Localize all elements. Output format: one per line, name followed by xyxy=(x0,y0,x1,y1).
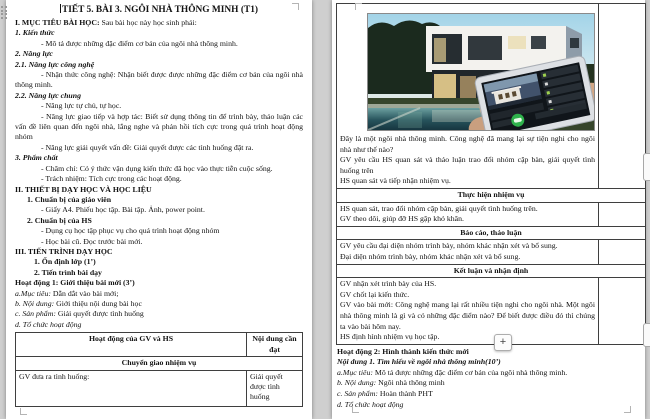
table-row xyxy=(337,202,646,226)
drag-handle-dot xyxy=(5,13,7,15)
table-cell xyxy=(337,202,599,226)
doc-paragraph: - Chăm chỉ: Có ý thức vận dụng kiến thức đã học vào thực tiễn cuộc sống. xyxy=(41,163,273,173)
drag-handle-dot xyxy=(1,10,3,12)
smart-house-illustration xyxy=(368,14,595,131)
doc-paragraph: III. TIẾN TRÌNH DẠY HỌC xyxy=(15,246,113,256)
doc-paragraph: HS định hình nhiệm vụ học tập. xyxy=(340,332,440,342)
doc-paragraph xyxy=(337,389,635,400)
table-cell xyxy=(337,240,599,264)
text-boundary-mark xyxy=(20,408,27,415)
doc-paragraph: Hoạt động 2: Hình thành kiến thức mới xyxy=(337,346,469,356)
activity-2-section xyxy=(332,345,645,411)
doc-paragraph: GV vào bài mới: Công nghệ mang lại rất nhiều tiện nghi cho ngôi nhà. Một ngôi nhà thông minh là gì và có những đặc điểm nào? Để biết được điều đó thì chúng ta vào bài hôm nay. xyxy=(340,300,595,331)
table-row xyxy=(16,370,303,406)
table-cell-empty xyxy=(599,278,646,345)
doc-paragraph: - Năng lực giải quyết vấn đề: Giải quyết được các tình huống đặt ra. xyxy=(41,142,254,152)
doc-paragraph: - Năng lực giao tiếp và hợp tác: Biết sử dụng thông tin để trình bày, thảo luận các vấn đề liên quan đến ngôi nhà, lắng nghe và phản hồi tích cực trong quá trình hoạt động nhóm xyxy=(15,111,303,142)
paragraph-text: Dẫn dắt vào bài mới; xyxy=(50,288,119,298)
document-page-2 xyxy=(332,0,645,419)
doc-paragraph: HS quan sát, trao đổi nhóm cặp bàn, giải quyết tình huống trên. xyxy=(340,203,538,213)
paragraph-text: Giới thiệu nội dung bài học xyxy=(54,298,142,308)
drag-handle-dot xyxy=(5,17,7,19)
paragraph-text: Hoàn thành PHT xyxy=(377,389,433,399)
text-boundary-mark xyxy=(355,3,362,10)
doc-paragraph xyxy=(337,378,635,389)
item-label: c. Sản phẩm: xyxy=(337,389,378,399)
table-row xyxy=(337,278,646,345)
doc-paragraph: 3. Phẩm chất xyxy=(15,153,58,163)
doc-paragraph xyxy=(15,18,303,28)
doc-paragraph: Đây là một ngôi nhà thông minh. Công nghệ đã mang lại sự tiện nghi cho ngôi nhà như thế nào? xyxy=(340,134,595,154)
doc-paragraph: II. THIẾT BỊ DẠY HỌC VÀ HỌC LIỆU xyxy=(15,184,152,194)
doc-paragraph: 2. Tiến trình bài dạy xyxy=(34,267,102,277)
doc-paragraph xyxy=(15,309,303,319)
doc-paragraph: - Giấy A4. Phiếu học tập. Bài tập. Ảnh, power point. xyxy=(41,205,205,215)
table-section-row xyxy=(16,357,303,370)
drag-handle-dot xyxy=(1,17,3,19)
doc-paragraph xyxy=(15,289,303,299)
table-section-row xyxy=(337,188,646,202)
drag-handle-dot xyxy=(5,10,7,12)
table-section-header: Chuyển giao nhiệm vụ xyxy=(16,357,303,370)
doc-paragraph: - Mô tả được những đặc điểm cơ bản của ngôi nhà thông minh. xyxy=(41,38,238,48)
drag-handle-dot xyxy=(5,6,7,8)
table-cell xyxy=(337,4,599,189)
doc-paragraph: GV chốt lại kiến thức. xyxy=(340,289,410,299)
text-cursor xyxy=(60,4,61,13)
doc-paragraph: d. Tổ chức hoạt động xyxy=(337,399,404,409)
drag-handle-dot xyxy=(1,6,3,8)
paragraph-text: Ngôi nhà thông minh xyxy=(376,378,445,388)
doc-paragraph: Đại diện nhóm trình bày, nhóm khác nhận xét và bổ sung. xyxy=(340,251,521,261)
right-edge-button-fragment[interactable] xyxy=(643,153,650,181)
activity-table xyxy=(15,332,303,406)
doc-paragraph: - Dụng cụ học tập phục vụ cho quá trình hoạt động nhóm xyxy=(41,226,220,236)
table-cell-empty xyxy=(599,4,646,189)
doc-paragraph: Hoạt động 1: Giới thiệu bài mới (3’) xyxy=(15,278,135,288)
table-cell-noidung-header: Nội dung cần đạt xyxy=(247,333,303,357)
doc-paragraph: 1. Ổn định lớp (1’) xyxy=(34,257,96,267)
doc-paragraph: Nội dung 1. Tìm hiểu về ngôi nhà thông minh(10’) xyxy=(337,357,501,367)
doc-paragraph: 2.1. Năng lực công nghệ xyxy=(15,59,95,69)
text-boundary-mark xyxy=(292,3,299,10)
doc-paragraph: 2.2. Năng lực chung xyxy=(15,90,81,100)
item-label: b. Nội dung: xyxy=(15,298,55,308)
text-boundary-mark xyxy=(352,406,359,413)
doc-paragraph: - Trách nhiệm: Tích cực trong các hoạt động. xyxy=(41,174,182,184)
paragraph-text: Sau bài học này học sinh phải: xyxy=(99,18,197,27)
drag-handle-dot xyxy=(1,13,3,15)
table-cell: GV đưa ra tình huống: xyxy=(16,370,247,406)
insert-plus-button[interactable]: + xyxy=(494,334,512,351)
doc-paragraph: - Nhận thức công nghệ: Nhận biết được được những đặc điểm cơ bản của ngôi nhà thông minh. xyxy=(15,70,303,90)
doc-paragraph xyxy=(15,299,303,309)
doc-paragraph xyxy=(337,368,635,379)
item-label: a.Mục tiêu: xyxy=(337,367,373,377)
table-cell-empty xyxy=(599,202,646,226)
doc-paragraph: GV theo dõi, giúp đỡ HS gặp khó khăn. xyxy=(340,214,464,224)
doc-paragraph: 2. Chuẩn bị của HS xyxy=(27,215,92,225)
paragraph-text: Mô tả được những đặc điểm cơ bản của ngôi nhà thông minh. xyxy=(372,367,568,377)
doc-paragraph: - Học bài cũ. Đọc trước bài mới. xyxy=(41,236,143,246)
table-row xyxy=(337,4,646,189)
item-label: b. Nội dung: xyxy=(337,378,377,388)
doc-paragraph: 1. Chuẩn bị của giáo viên xyxy=(27,194,112,204)
doc-paragraph: 2. Năng lực xyxy=(15,49,53,59)
doc-paragraph: 1. Kiến thức xyxy=(15,28,55,38)
text-boundary-mark xyxy=(624,406,631,413)
item-label: c. Sản phẩm: xyxy=(15,309,56,319)
doc-paragraph: GV yêu cầu HS quan sát và thảo luận trao đổi nhóm cặp bàn, giải quyết tình huống trên xyxy=(340,155,595,175)
drag-handle-icon[interactable] xyxy=(1,6,7,19)
item-label: a.Mục tiêu: xyxy=(15,288,51,298)
table-section-row xyxy=(337,264,646,278)
paragraph-text: Giải quyết được tình huống xyxy=(55,309,144,319)
doc-paragraph: GV yêu cầu đại diện nhóm trình bày, nhóm khác nhận xét và bổ sung. xyxy=(340,241,558,251)
doc-paragraph: d. Tổ chức hoạt động xyxy=(15,319,82,329)
doc-paragraph: - Năng lực tự chủ, tự học. xyxy=(41,101,122,111)
table-section-row xyxy=(337,226,646,240)
table-section-header: Báo cáo, thảo luận xyxy=(337,226,646,240)
smart-house-photo xyxy=(367,13,595,131)
table-cell-empty xyxy=(599,240,646,264)
table-row xyxy=(337,240,646,264)
table-cell: Giải quyết được tình huống xyxy=(247,370,303,406)
section-label: I. MỤC TIÊU BÀI HỌC: xyxy=(15,18,100,27)
doc-paragraph: HS quan sát và tiếp nhận nhiệm vụ. xyxy=(340,176,451,186)
table-header-row xyxy=(16,333,303,357)
table-section-header: Kết luận và nhận định xyxy=(337,264,646,278)
doc-paragraph: GV nhận xét trình bày của HS. xyxy=(340,279,437,289)
table-cell-gv-hs-header: Hoạt động của GV và HS xyxy=(16,333,247,357)
activity-table-continued xyxy=(336,3,646,345)
document-page-1 xyxy=(6,0,312,419)
lesson-title xyxy=(15,4,303,16)
table-section-header: Thực hiện nhiệm vụ xyxy=(337,188,646,202)
table-cell xyxy=(337,278,599,345)
lesson-title-text: TIẾT 5. BÀI 3. NGÔI NHÀ THÔNG MINH (T1) xyxy=(61,5,259,15)
right-edge-button-fragment[interactable] xyxy=(643,323,650,347)
